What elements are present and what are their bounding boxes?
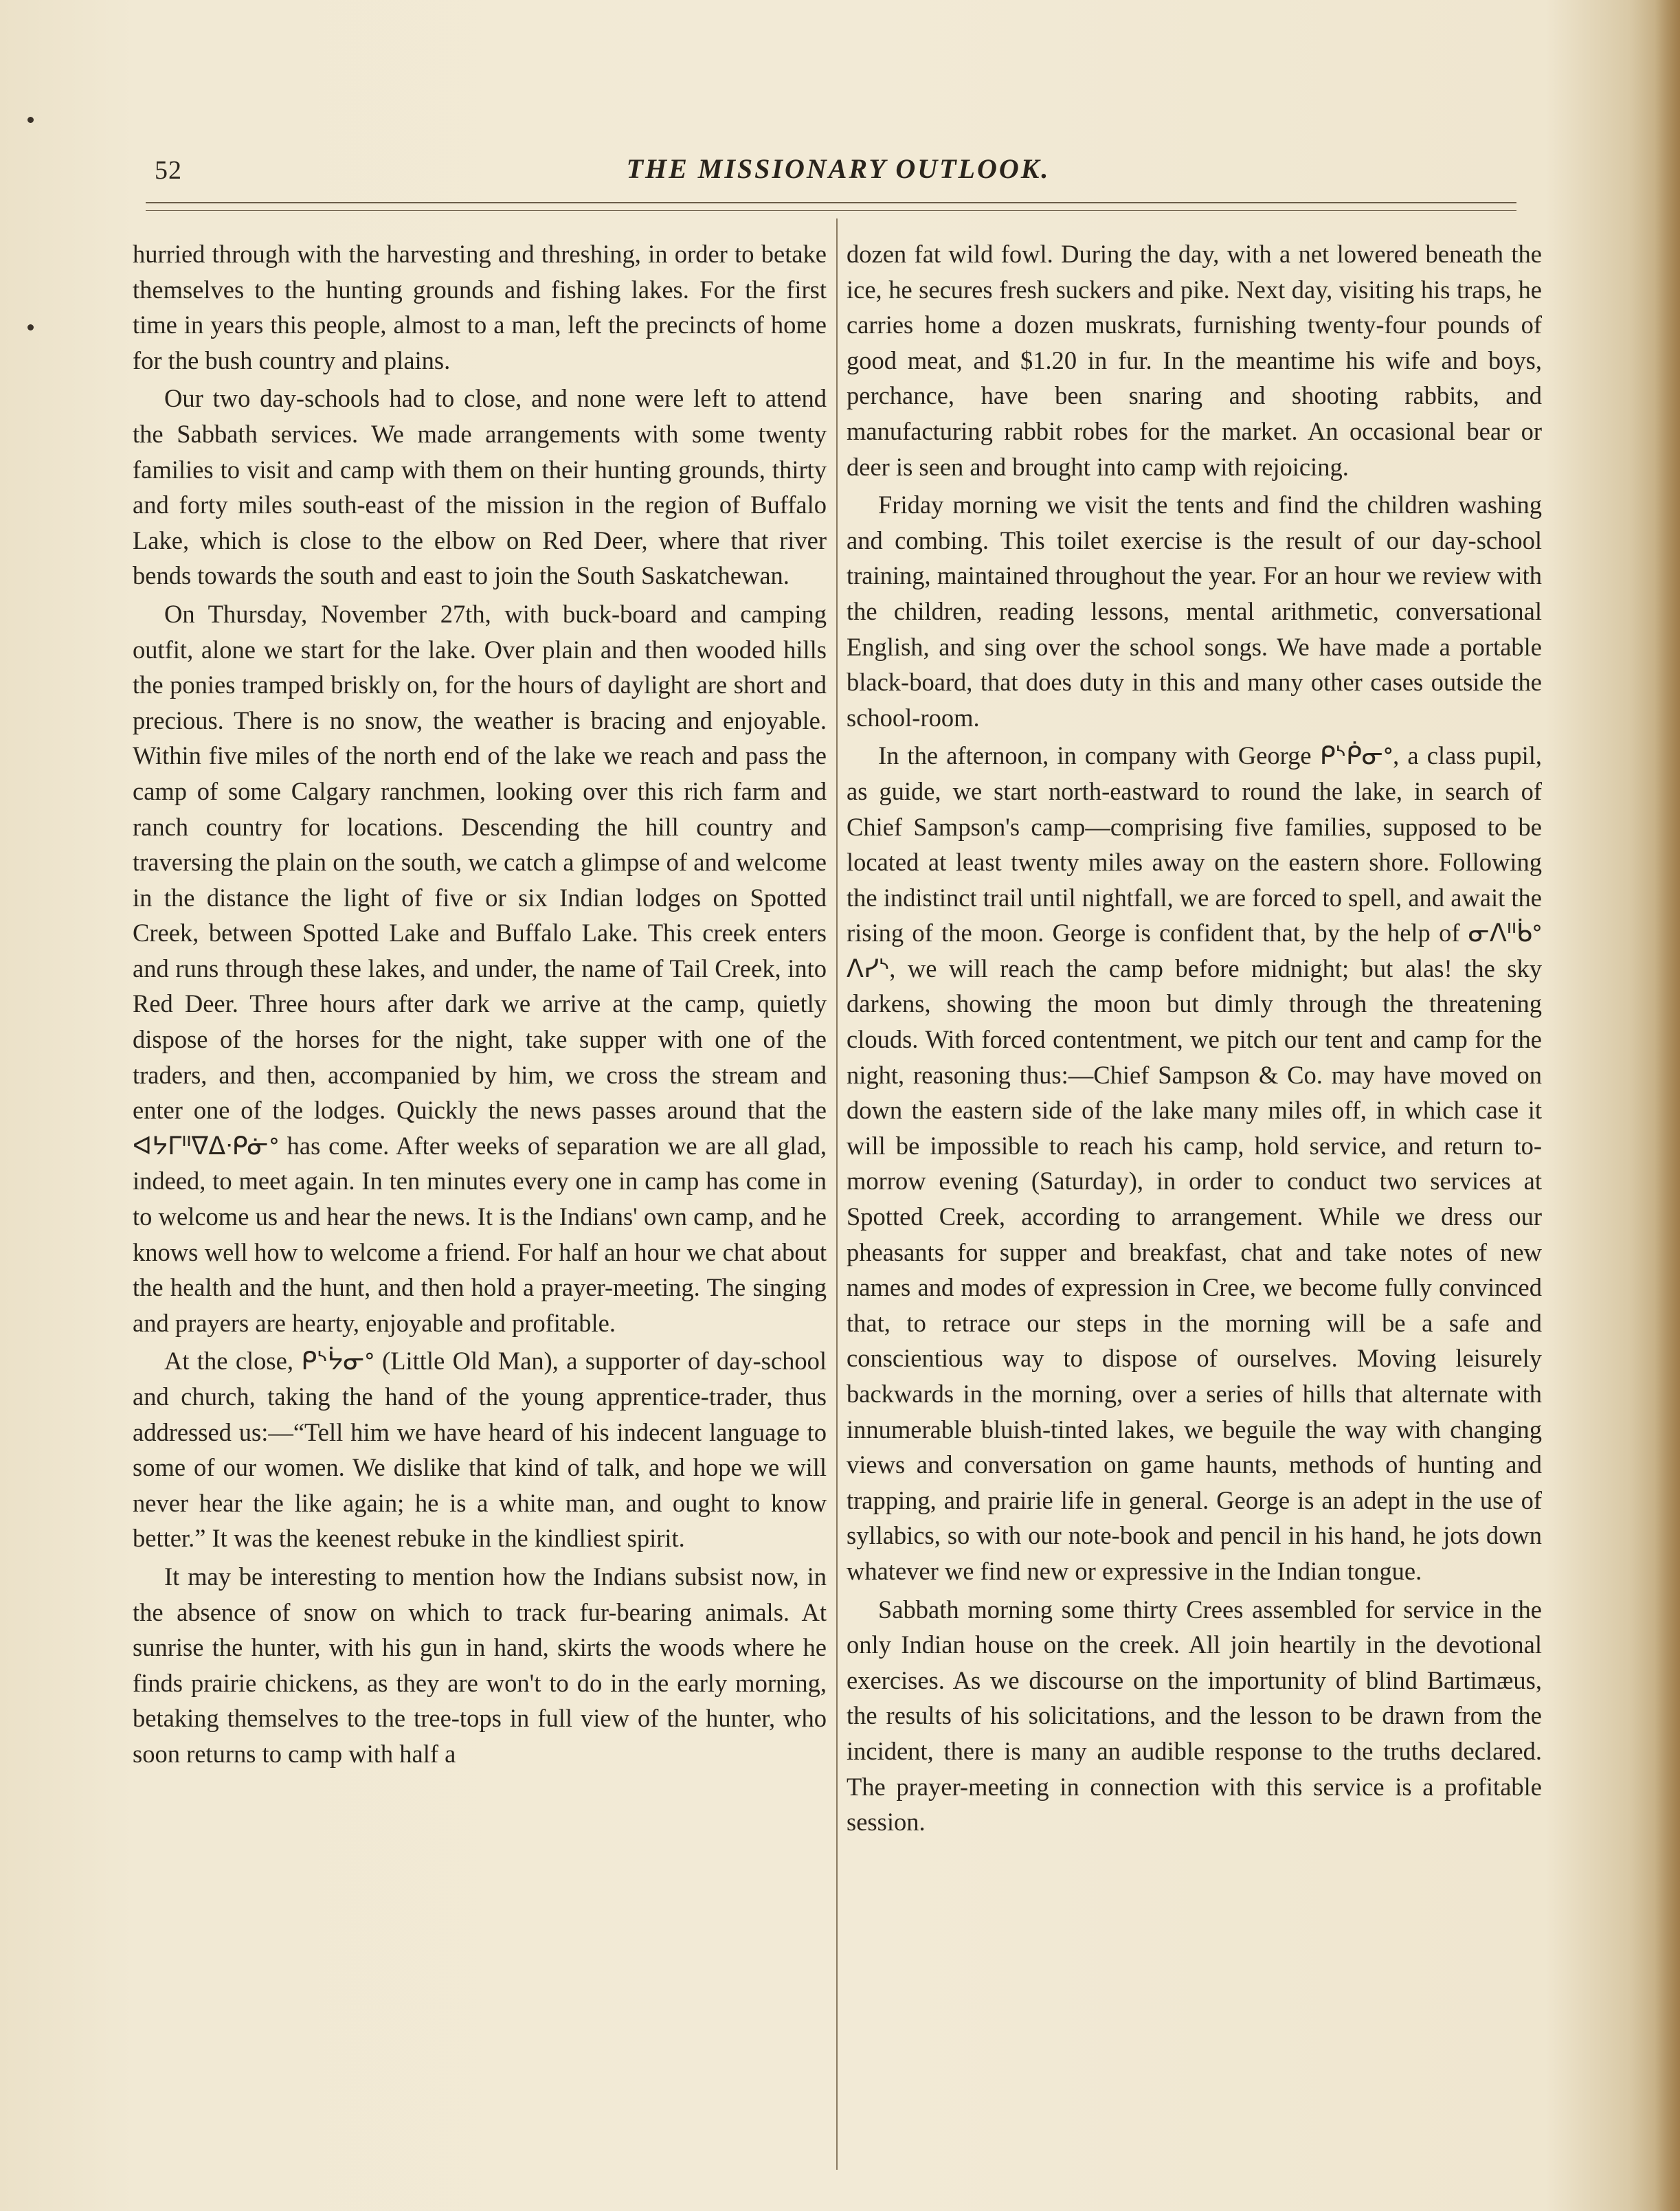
paragraph: Friday morning we visit the tents and find the children washing and combing. This toilet exercise is the result of our day-school training, maintained throughout the year. For an hour we review with the children, reading lessons, mental arithmetic, conversational English, and sing over the school songs. We have made a portable black-board, that does duty in this and many other cases outside the school-room. bbox=[847, 491, 1542, 732]
paragraph: On Thursday, November 27th, with buck-board and camping outfit, alone we start for the lake. Over plain and then wooded hills the ponies tramped briskly on, for the hours of daylight are short and precious. There is no snow, the weather is bracing and enjoyable. Within five miles of the north end of the lake we reach and pass the camp of some Calgary ranchmen, looking over this rich farm and ranch country for locations. Descending the hill country and traversing the plain on the south, we catch a glimpse of and welcome in the distance the light of five or six Indian lodges on Spotted Creek, between Spotted Lake and Buffalo Lake. This creek enters and runs through these lakes, and under, the name of Tail Creek, into Red Deer. Three hours after dark we arrive at the camp, quietly dispose of the horses for the night, take supper with one of the traders, and then, accompanied by him, we cross the stream and enter one of the lodges. Quickly the news passes around that the ᐊᔭᒥᐦᐁᐃᐧᑭᓃᐤ has come. After weeks of separation we are all glad, indeed, to meet again. In ten minutes every one in camp has come in to welcome us and hear the news. It is the Indians' own camp, and he knows well how to welcome a friend. For half an hour we chat about the health and the hunt, and then hold a prayer-meeting. The singing and prayers are hearty, enjoyable and profitable. bbox=[133, 599, 827, 1337]
paragraph: hurried through with the harvesting and threshing, in order to betake themselves to the hunting grounds and fishing lakes. For the first time in years this people, almost to a man, left the precincts of home for the bush country and plains. bbox=[133, 240, 827, 374]
left-column bbox=[133, 236, 827, 1772]
paragraph: Our two day-schools had to close, and none were left to attend the Sabbath services. We made arrangements with some twenty families to visit and camp with them on their hunting grounds, thirty and forty miles south-east of the mission in the region of Buffalo Lake, which is close to the elbow on Red Deer, where that river bends towards the south and east to join the South Saskatchewan. bbox=[133, 384, 827, 590]
page-header bbox=[155, 153, 1522, 194]
header-rule-thin bbox=[146, 210, 1516, 211]
page-edge-shadow bbox=[1655, 0, 1680, 2211]
column-divider bbox=[836, 218, 838, 2170]
journal-title: THE MISSIONARY OUTLOOK. bbox=[626, 153, 1051, 184]
paragraph: Sabbath morning some thirty Crees assembled for service in the only Indian house on the creek. All join heartily in the devotional exercises. As we discourse on the importunity of blind Bartimæus, the results of his solicitations, and the lesson to be drawn from the incident, there is many an audible response to the truths declared. The prayer-meeting in connection with this service is a profitable session. bbox=[847, 1595, 1542, 1837]
paragraph: In the afternoon, in company with George ᑭᔅᑮᓂᐤ, a class pupil, as guide, we start north-eastward to round the lake, in search of Chief Sampson's camp—comprising five families, supposed to be located at least twenty miles away on the eastern shore. Following the indistinct trail until nightfall, we are forced to spell, and await the rising of the moon. George is confident that, by the help of ᓂᐱᐦᑳᐤ ᐱᓯᔅ, we will reach the camp before midnight; but alas! the sky darkens, showing the moon but dimly through the threatening clouds. With forced contentment, we pitch our tent and camp for the night, reasoning thus:—Chief Sampson & Co. may have moved on down the eastern side of the lake many miles off, in which case it will be impossible to reach his camp, hold service, and return to-morrow evening (Saturday), in order to conduct two services at Spotted Creek, according to arrangement. While we dress our pheasants for supper and breakfast, chat and take notes of new names and modes of expression in Cree, we become fully convinced that, to retrace our steps in the morning will be a safe and conscientious way to dispose of ourselves. Moving leisurely backwards in the morning, over a series of hills that alternate with innumerable bluish-tinted lakes, we beguile the way with changing views and conversation on game haunts, methods of hunting and trapping, and prairie life in general. George is an adept in the use of syllabics, so with our note-book and pencil in his hand, he jots down whatever we find new or expressive in the Indian tongue. bbox=[847, 741, 1542, 1585]
ink-speck bbox=[27, 324, 34, 330]
right-column bbox=[847, 236, 1542, 1840]
paragraph: dozen fat wild fowl. During the day, with a net lowered beneath the ice, he secures fresh suckers and pike. Next day, visiting his traps, he carries home a dozen muskrats, furnishing twenty-four pounds of good meat, and $1.20 in fur. In the meantime his wife and boys, perchance, have been snaring and shooting rabbits, and manufacturing rabbit robes for the market. An occasional bear or deer is seen and brought into camp with rejoicing. bbox=[847, 240, 1542, 481]
paragraph: It may be interesting to mention how the Indians subsist now, in the absence of snow on which to track fur-bearing animals. At sunrise the hunter, with his gun in hand, skirts the woods where he finds prairie chickens, as they are won't to do in the early morning, betaking themselves to the tree-tops in full view of the hunter, who soon returns to camp with half a bbox=[133, 1562, 827, 1768]
paragraph: At the close, ᑭᔅᔮᓂᐤ (Little Old Man), a supporter of day-school and church, taking the hand of the young apprentice-trader, thus addressed us:—“Tell him we have heard of his indecent language to some of our women. We dislike that kind of talk, and hope we will never hear the like again; he is a white man, and ought to know better.” It was the keenest rebuke in the kindliest spirit. bbox=[133, 1347, 827, 1553]
page-number: 52 bbox=[155, 156, 182, 185]
header-rule bbox=[146, 202, 1516, 203]
ink-speck bbox=[27, 117, 34, 123]
